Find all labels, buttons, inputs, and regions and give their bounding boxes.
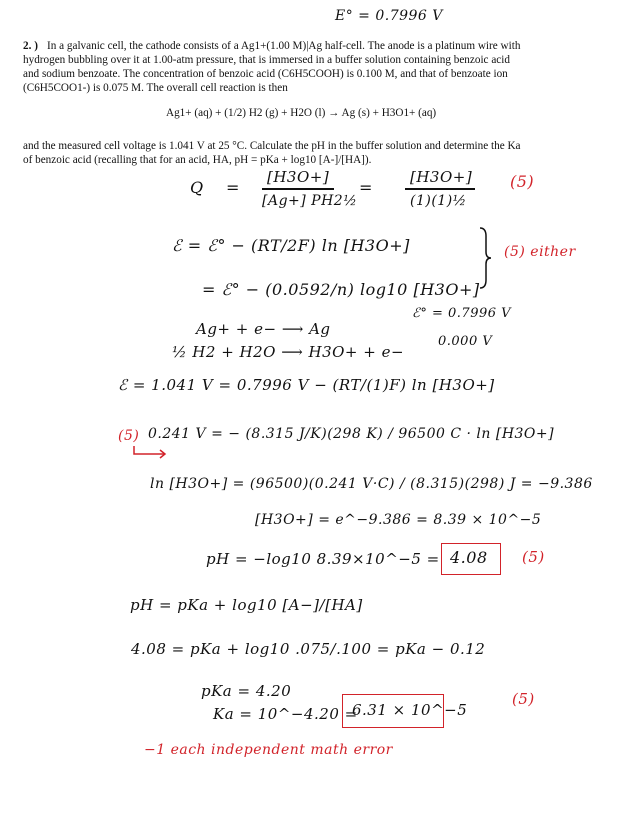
ka-answer: 6.31 × 10^−5: [352, 701, 468, 719]
calc-line-2: 0.241 V = − (8.315 J/K)(298 K) / 96500 C · ln [H3O+]: [148, 426, 555, 442]
problem-line-4: (C6H5COO1-) is 0.075 M. The overall cell reaction is then: [23, 82, 288, 94]
problem-number: 2. ): [23, 40, 38, 52]
q-numerator: [H3O+]: [267, 168, 330, 186]
half-reaction-1-potential: ℰ° = 0.7996 V: [412, 306, 512, 321]
nernst-line-2: = ℰ° − (0.0592/n) log10 [H3O+]: [202, 280, 480, 299]
calc-line-4: [H3O+] = e^−9.386 = 8.39 × 10^−5: [255, 512, 542, 528]
q-fraction-bar: [262, 188, 334, 190]
problem-line-3: and sodium benzoate. The concentration of benzoic acid (C6H5COOH) is 0.100 M, and that of benzoate ion: [23, 68, 508, 80]
nernst-line-1: ℰ = ℰ° − (RT/2F) ln [H3O+]: [172, 236, 410, 255]
half-reaction-2-potential: 0.000 V: [438, 334, 493, 349]
brace-icon: [478, 226, 492, 290]
calc-line-3: ln [H3O+] = (96500)(0.241 V·C) / (8.315)(298) J = −9.386: [150, 476, 593, 492]
problem-line-2: hydrogen bubbling over it at 1.00-atm pressure, that is immersed in a buffer solution containing benzoic acid: [23, 54, 510, 66]
half-reaction-1: Ag+ + e− ⟶ Ag: [196, 320, 331, 338]
footer-note: −1 each independent math error: [144, 742, 393, 758]
problem-line-1: In a galvanic cell, the cathode consists of a Ag1+(1.00 M)|Ag half-cell. The anode is a platinum wire with: [47, 40, 521, 52]
half-reaction-2: ½ H2 + H2O ⟶ H3O+ + e−: [172, 343, 405, 361]
q-denominator: [Ag+] PH2½: [262, 193, 358, 209]
ph-answer: 4.08: [450, 548, 488, 567]
score-ph: (5): [522, 548, 545, 566]
calc-line-5: pH = −log10 8.39×10^−5 =: [206, 550, 440, 568]
q-equals-1: =: [226, 178, 240, 197]
reaction-equation: Ag1+ (aq) + (1/2) H2 (g) + H2O (l) → Ag (s) + H3O1+ (aq): [166, 107, 437, 119]
calc-line-7: 4.08 = pKa + log10 .075/.100 = pKa − 0.12: [131, 640, 486, 658]
header-note: E° = 0.7996 V: [335, 8, 443, 24]
calc-line-6: pH = pKa + log10 [A−]/[HA]: [130, 596, 363, 614]
arrow-icon: [132, 444, 172, 460]
q2-numerator: [H3O+]: [410, 168, 473, 186]
problem-line-5: and the measured cell voltage is 1.041 V at 25 °C. Calculate the pH in the buffer solution and determine the Ka: [23, 140, 521, 152]
q2-fraction-bar: [405, 188, 475, 190]
problem-line-6: of benzoic acid (recalling that for an acid, HA, pH = pKa + log10 [A-]/[HA]).: [23, 154, 372, 166]
score-q: (5): [510, 172, 535, 191]
calc-line-1: ℰ = 1.041 V = 0.7996 V − (RT/(1)F) ln [H3O+]: [118, 376, 495, 394]
calc-line-8: pKa = 4.20: [201, 682, 292, 700]
q-lhs: Q: [190, 178, 204, 197]
score-calc-2: (5): [118, 428, 140, 444]
q2-denominator: (1)(1)½: [410, 193, 467, 209]
score-either: (5) either: [504, 244, 576, 260]
q-equals-2: =: [359, 178, 373, 197]
score-ka: (5): [512, 690, 535, 708]
calc-line-9: Ka = 10^−4.20 =: [213, 705, 358, 723]
